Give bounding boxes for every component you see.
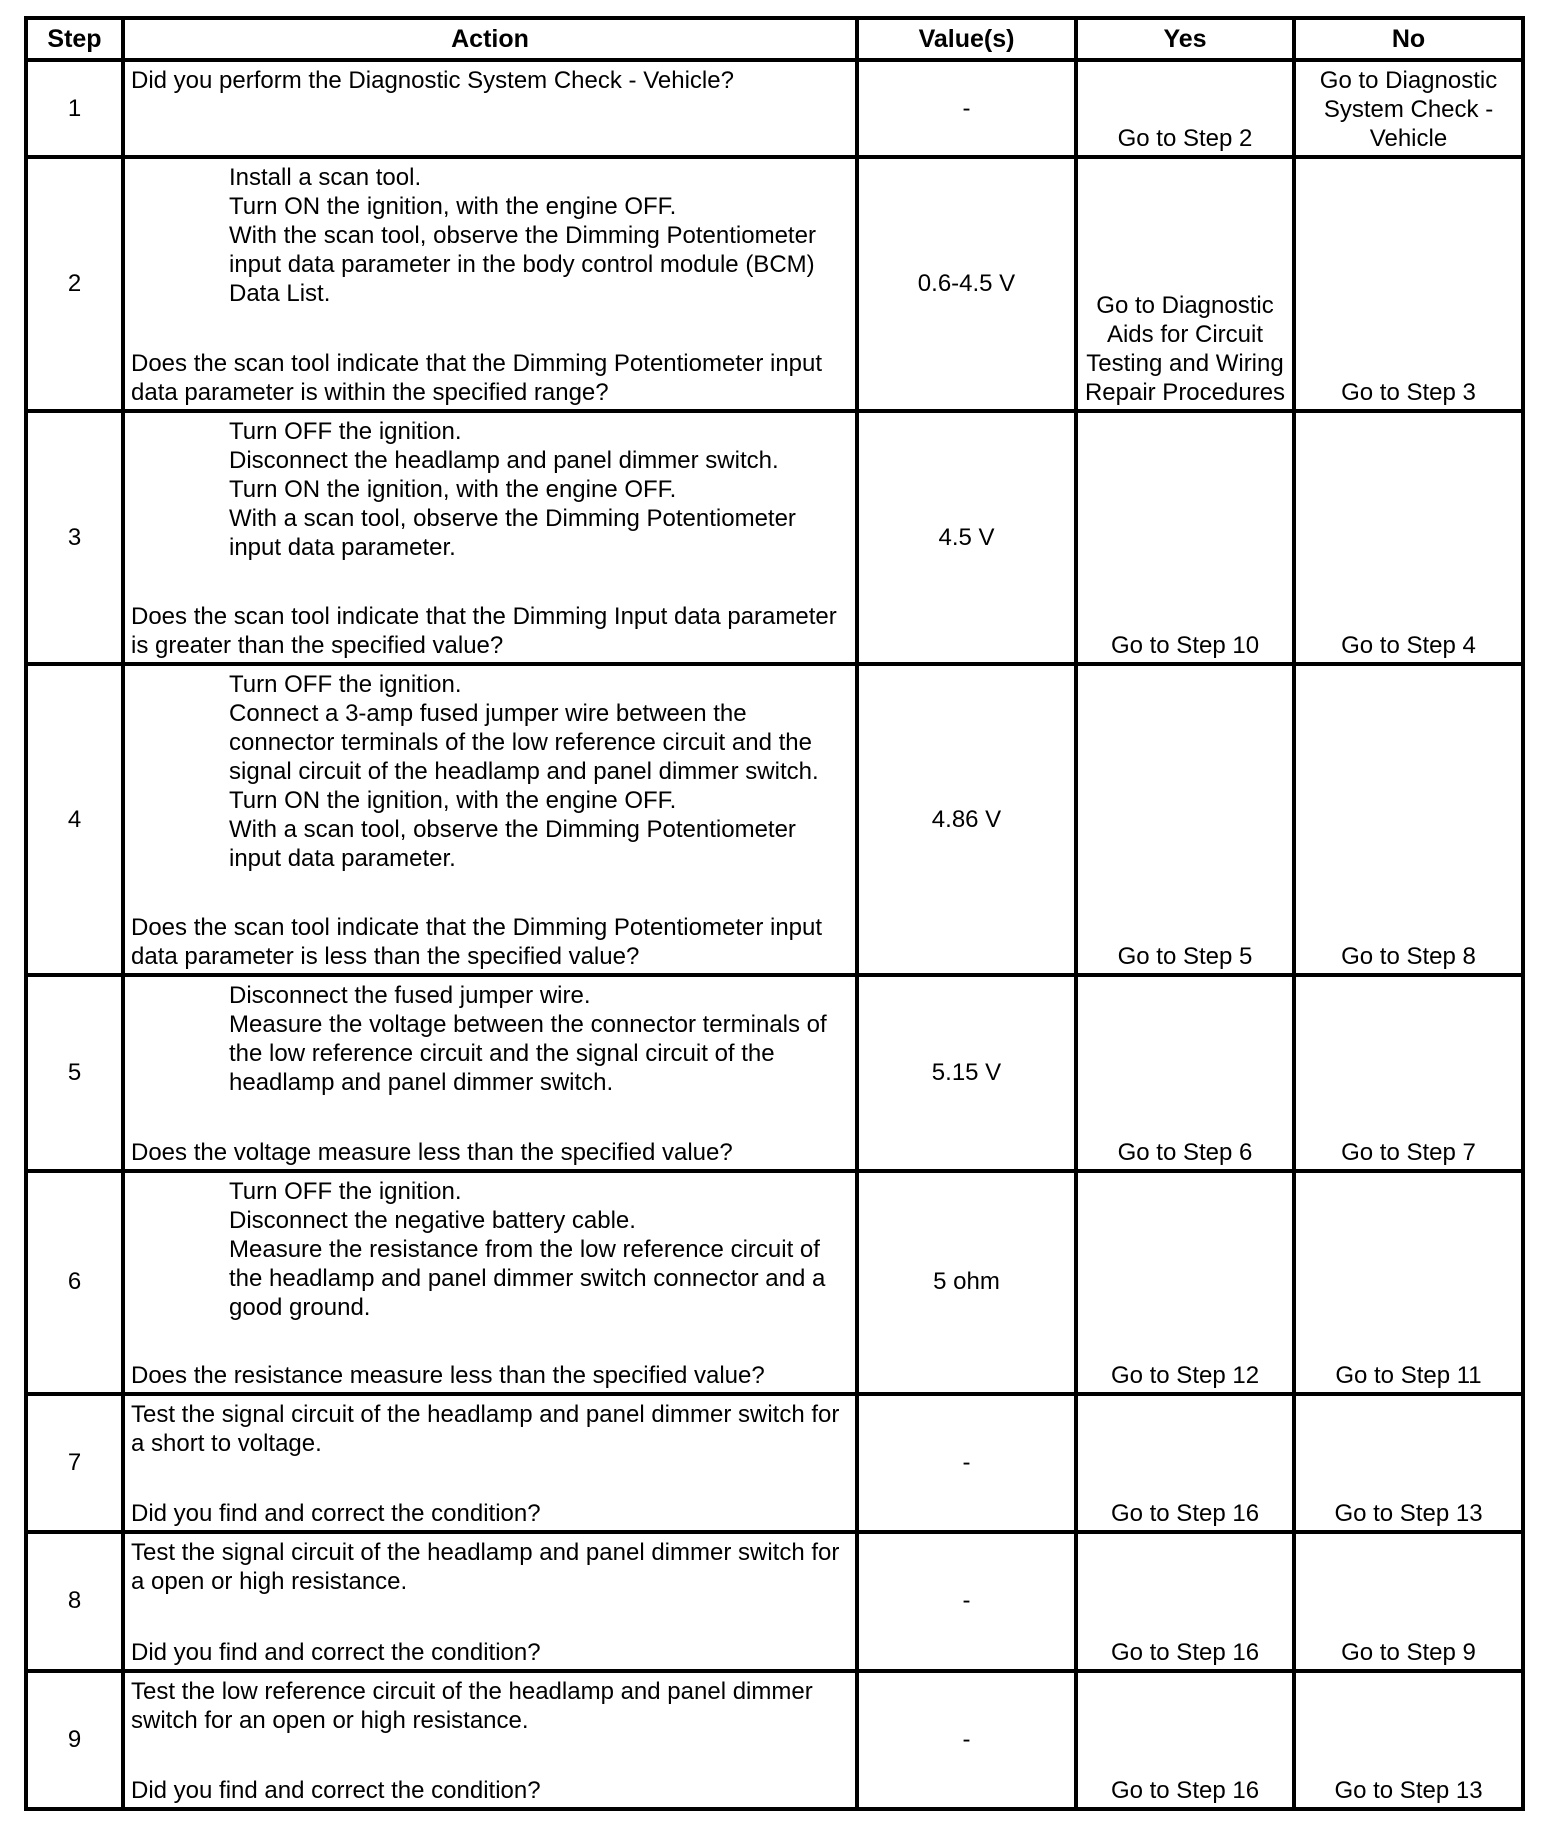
value-cell: - [857,1532,1076,1670]
header-yes: Yes [1076,18,1294,60]
yes-cell: Go to Step 16 [1076,1394,1294,1532]
action-cell [123,1394,857,1532]
instruction: Measure the voltage between the connector terminals of the low reference circuit and the signal circuit of the headlamp and panel dimmer switch. [229,1011,827,1097]
instruction-list [131,417,849,562]
action-question: Does the scan tool indicate that the Dimming Input data parameter is greater than the specified value? [131,603,837,660]
step-number: 1 [26,60,123,157]
instruction: Turn ON the ignition, with the engine OFF. [229,787,677,815]
no-cell: Go to Step 8 [1294,664,1523,975]
yes-cell: Go to Step 16 [1076,1532,1294,1670]
no-cell: Go to Step 7 [1294,975,1523,1170]
instruction: Disconnect the headlamp and panel dimmer switch. [229,446,779,474]
yes-cell: Go to Step 12 [1076,1171,1294,1395]
no-cell: Go to Step 3 [1294,157,1523,411]
action-question: Did you find and correct the condition? [131,1777,541,1804]
instruction: Turn OFF the ignition. [229,671,462,699]
action-cell [123,157,857,411]
table-row [26,1671,1523,1809]
yes-cell: Go to Step 2 [1076,60,1294,157]
no-cell: Go to Step 13 [1294,1671,1523,1809]
table-row [26,411,1523,665]
action-cell [123,411,857,665]
header-action: Action [123,18,857,60]
step-number: 3 [26,411,123,665]
instruction: Disconnect the negative battery cable. [229,1206,636,1234]
action-text: Test the signal circuit of the headlamp and panel dimmer switch for a short to voltage. [131,1401,840,1458]
no-cell: Go to Diagnostic System Check - Vehicle [1294,60,1523,157]
step-number: 4 [26,664,123,975]
value-cell: 0.6-4.5 V [857,157,1076,411]
instruction-list [131,1177,849,1322]
no-cell: Go to Step 13 [1294,1394,1523,1532]
action-question: Did you find and correct the condition? [131,1500,541,1528]
table-row [26,157,1523,411]
instruction-list [131,981,849,1097]
value-cell: 5.15 V [857,975,1076,1170]
no-cell: Go to Step 4 [1294,411,1523,665]
instruction-list [131,670,849,873]
action-question: Did you find and correct the condition? [131,1638,541,1666]
header-step: Step [26,18,123,60]
value-cell: - [857,60,1076,157]
instruction: Disconnect the fused jumper wire. [229,982,591,1010]
step-number: 5 [26,975,123,1170]
action-question: Does the resistance measure less than the specified value? [131,1362,765,1390]
value-cell: - [857,1671,1076,1809]
instruction: With the scan tool, observe the Dimming Potentiometer input data parameter in the body control module (BCM) Data List. [229,222,816,308]
step-number: 2 [26,157,123,411]
action-cell [123,975,857,1170]
instruction: Turn OFF the ignition. [229,1177,462,1205]
action-cell [123,1671,857,1809]
instruction: Install a scan tool. [229,164,422,192]
value-cell: - [857,1394,1076,1532]
instruction: With a scan tool, observe the Dimming Potentiometer input data parameter. [229,504,796,561]
yes-cell: Go to Step 16 [1076,1671,1294,1809]
action-text: Test the signal circuit of the headlamp and panel dimmer switch for a open or high resistance. [131,1539,840,1596]
step-number: 8 [26,1532,123,1670]
instruction: Turn OFF the ignition. [229,417,462,445]
action-question: Does the scan tool indicate that the Dimming Potentiometer input data parameter is less than the specified value? [131,914,823,971]
header-row [26,18,1523,60]
step-number: 9 [26,1671,123,1809]
action-text: Test the low reference circuit of the headlamp and panel dimmer switch for an open or high resistance. [131,1677,813,1734]
instruction: Turn ON the ignition, with the engine OFF. [229,475,677,503]
instruction: Turn ON the ignition, with the engine OFF. [229,193,677,221]
table-row [26,1532,1523,1670]
instruction: With a scan tool, observe the Dimming Potentiometer input data parameter. [229,816,796,873]
yes-cell: Go to Step 10 [1076,411,1294,665]
no-cell: Go to Step 9 [1294,1532,1523,1670]
action-cell [123,664,857,975]
instruction-list [131,163,849,308]
instruction: Connect a 3-amp fused jumper wire between the connector terminals of the low reference circuit and the signal circuit of the headlamp and panel dimmer switch. [229,700,819,786]
yes-cell: Go to Diagnostic Aids for Circuit Testing and Wiring Repair Procedures [1076,157,1294,411]
action-question: Does the scan tool indicate that the Dimming Potentiometer input data parameter is within the specified range? [131,349,823,406]
header-values: Value(s) [857,18,1076,60]
value-cell: 4.5 V [857,411,1076,665]
header-no: No [1294,18,1523,60]
step-number: 6 [26,1171,123,1395]
instruction: Measure the resistance from the low reference circuit of the headlamp and panel dimmer switch connector and a good ground. [229,1235,826,1321]
action-cell [123,1532,857,1670]
no-cell: Go to Step 11 [1294,1171,1523,1395]
table-row [26,1171,1523,1395]
step-number: 7 [26,1394,123,1532]
action-question: Did you perform the Diagnostic System Check - Vehicle? [131,67,734,94]
table-row [26,664,1523,975]
diagnostic-table [24,16,1525,1811]
table-row [26,975,1523,1170]
table-row [26,60,1523,157]
value-cell: 5 ohm [857,1171,1076,1395]
value-cell: 4.86 V [857,664,1076,975]
yes-cell: Go to Step 5 [1076,664,1294,975]
action-question: Does the voltage measure less than the specified value? [131,1138,733,1166]
table-row [26,1394,1523,1532]
action-cell [123,60,857,157]
yes-cell: Go to Step 6 [1076,975,1294,1170]
action-cell [123,1171,857,1395]
